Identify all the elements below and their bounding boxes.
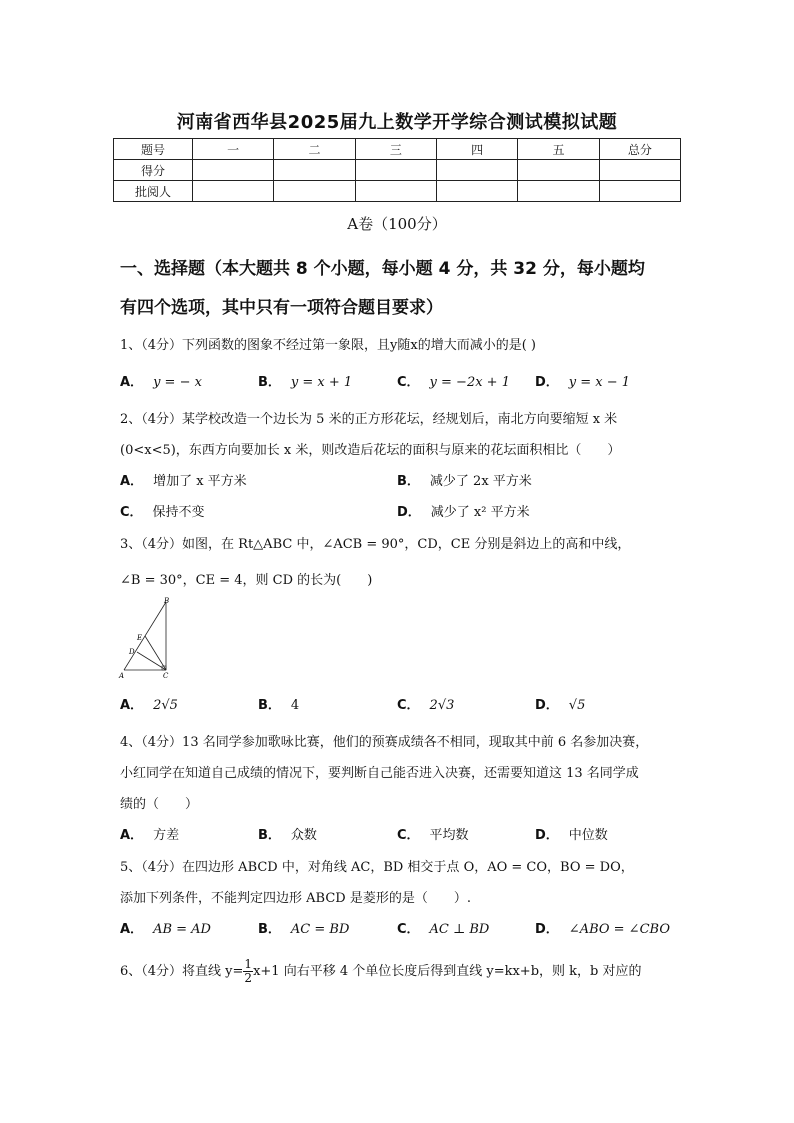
table-cell bbox=[436, 181, 517, 202]
table-cell: 得分 bbox=[114, 160, 193, 181]
triangle-figure bbox=[116, 596, 176, 680]
table-cell: 一 bbox=[193, 139, 274, 160]
question-6-stem bbox=[120, 958, 680, 985]
question-4-stem-line3: 绩的（ ） bbox=[120, 797, 199, 812]
question-5-option-b: B． AC = BD bbox=[258, 922, 350, 937]
fraction-numerator: 1 bbox=[244, 957, 253, 971]
table-cell: 题号 bbox=[114, 139, 193, 160]
question-1-option-b: B． y = x + 1 bbox=[258, 375, 353, 390]
segment-cd bbox=[137, 652, 166, 670]
question-2-option-a: A． 增加了 x 平方米 bbox=[120, 474, 247, 489]
table-cell: 四 bbox=[436, 139, 517, 160]
label-a: A bbox=[119, 672, 125, 680]
section-heading-line1: 一、选择题（本大题共 8 个小题，每小题 4 分，共 32 分，每小题均 bbox=[120, 259, 645, 279]
question-2-option-b: B． 减少了 2x 平方米 bbox=[397, 474, 532, 489]
fraction-denominator: 2 bbox=[244, 971, 253, 985]
exam-title: 河南省西华县2025届九上数学开学综合测试模拟试题 bbox=[176, 112, 618, 133]
table-cell bbox=[436, 160, 517, 181]
question-4-stem-line1: 4、（4分）13 名同学参加歌咏比赛，他们的预赛成绩各不相同，现取其中前 6 名参加决赛， bbox=[120, 735, 649, 750]
question-2-option-d: D． 减少了 x² 平方米 bbox=[397, 505, 530, 520]
question-5-option-c: C． AC ⊥ BD bbox=[397, 922, 490, 937]
table-cell: 五 bbox=[518, 139, 599, 160]
table-cell: 总分 bbox=[599, 139, 680, 160]
table-cell: 二 bbox=[274, 139, 355, 160]
label-d: D bbox=[129, 648, 135, 656]
question-2-stem-line1: 2、（4分）某学校改造一个边长为 5 米的正方形花坛，经规划后，南北方向要缩短 x 米 bbox=[120, 412, 618, 427]
table-cell bbox=[518, 160, 599, 181]
question-4-option-c: C． 平均数 bbox=[397, 828, 469, 843]
question-3-option-c: C． 2√3 bbox=[397, 698, 455, 713]
table-row bbox=[114, 139, 681, 160]
question-5-option-d: D． ∠ABO = ∠CBO bbox=[535, 922, 670, 937]
question-1-stem: 1、（4分）下列函数的图象不经过第一象限，且y随x的增大而减小的是( ) bbox=[120, 338, 536, 353]
table-cell bbox=[355, 160, 436, 181]
question-5-stem-line2: 添加下列条件，不能判定四边形 ABCD 是菱形的是（ ）. bbox=[120, 891, 471, 906]
question-2-stem-line2: (0<x<5)，东西方向要加长 x 米，则改造后花坛的面积与原来的花坛面积相比（ ） bbox=[120, 443, 621, 458]
question-4-option-d: D． 中位数 bbox=[535, 828, 608, 843]
table-cell bbox=[274, 181, 355, 202]
label-c: C bbox=[163, 672, 169, 680]
question-4-stem-line2: 小红同学在知道自己成绩的情况下，要判断自己能否进入决赛，还需要知道这 13 名同学成 bbox=[120, 766, 639, 781]
segment-ce bbox=[145, 636, 166, 670]
question-2-option-c: C． 保持不变 bbox=[120, 505, 205, 520]
question-4-option-a: A． 方差 bbox=[120, 828, 180, 843]
table-row bbox=[114, 181, 681, 202]
table-cell: 三 bbox=[355, 139, 436, 160]
question-1-option-d: D． y = x − 1 bbox=[535, 375, 631, 390]
section-heading-line2: 有四个选项，其中只有一项符合题目要求） bbox=[120, 298, 443, 318]
table-cell: 批阅人 bbox=[114, 181, 193, 202]
table-cell bbox=[355, 181, 436, 202]
table-cell bbox=[274, 160, 355, 181]
question-3-option-d: D． √5 bbox=[535, 698, 586, 713]
question-3-option-a: A． 2√5 bbox=[120, 698, 178, 713]
question-5-option-a: A． AB = AD bbox=[120, 922, 211, 937]
table-cell bbox=[193, 181, 274, 202]
table-cell bbox=[518, 181, 599, 202]
table-cell bbox=[193, 160, 274, 181]
question-3-stem-line2: ∠B = 30°，CE = 4，则 CD 的长为( ) bbox=[120, 573, 373, 588]
question-1-option-a: A． y = − x bbox=[120, 375, 202, 390]
question-6-stem-prefix: 6、（4分）将直线 y= bbox=[120, 964, 244, 979]
fraction bbox=[243, 958, 253, 985]
question-1-option-c: C． y = −2x + 1 bbox=[397, 375, 510, 390]
question-3-stem-line1: 3、（4分）如图，在 Rt△ABC 中，∠ACB = 90°，CD，CE 分别是斜边上的高和中线， bbox=[120, 537, 631, 552]
label-e: E bbox=[137, 634, 143, 642]
question-6-stem-suffix: x+1 向右平移 4 个单位长度后得到直线 y=kx+b，则 k，b 对应的 bbox=[253, 964, 642, 979]
table-cell bbox=[599, 160, 680, 181]
score-table bbox=[113, 138, 681, 202]
label-b: B bbox=[164, 597, 170, 605]
paper-a-heading: A卷（100分） bbox=[347, 215, 447, 233]
question-4-option-b: B． 众数 bbox=[258, 828, 317, 843]
table-cell bbox=[599, 181, 680, 202]
table-row bbox=[114, 160, 681, 181]
question-3-option-b: B． 4 bbox=[258, 698, 300, 713]
question-5-stem-line1: 5、（4分）在四边形 ABCD 中，对角线 AC，BD 相交于点 O，AO = CO，BO = DO， bbox=[120, 860, 634, 875]
